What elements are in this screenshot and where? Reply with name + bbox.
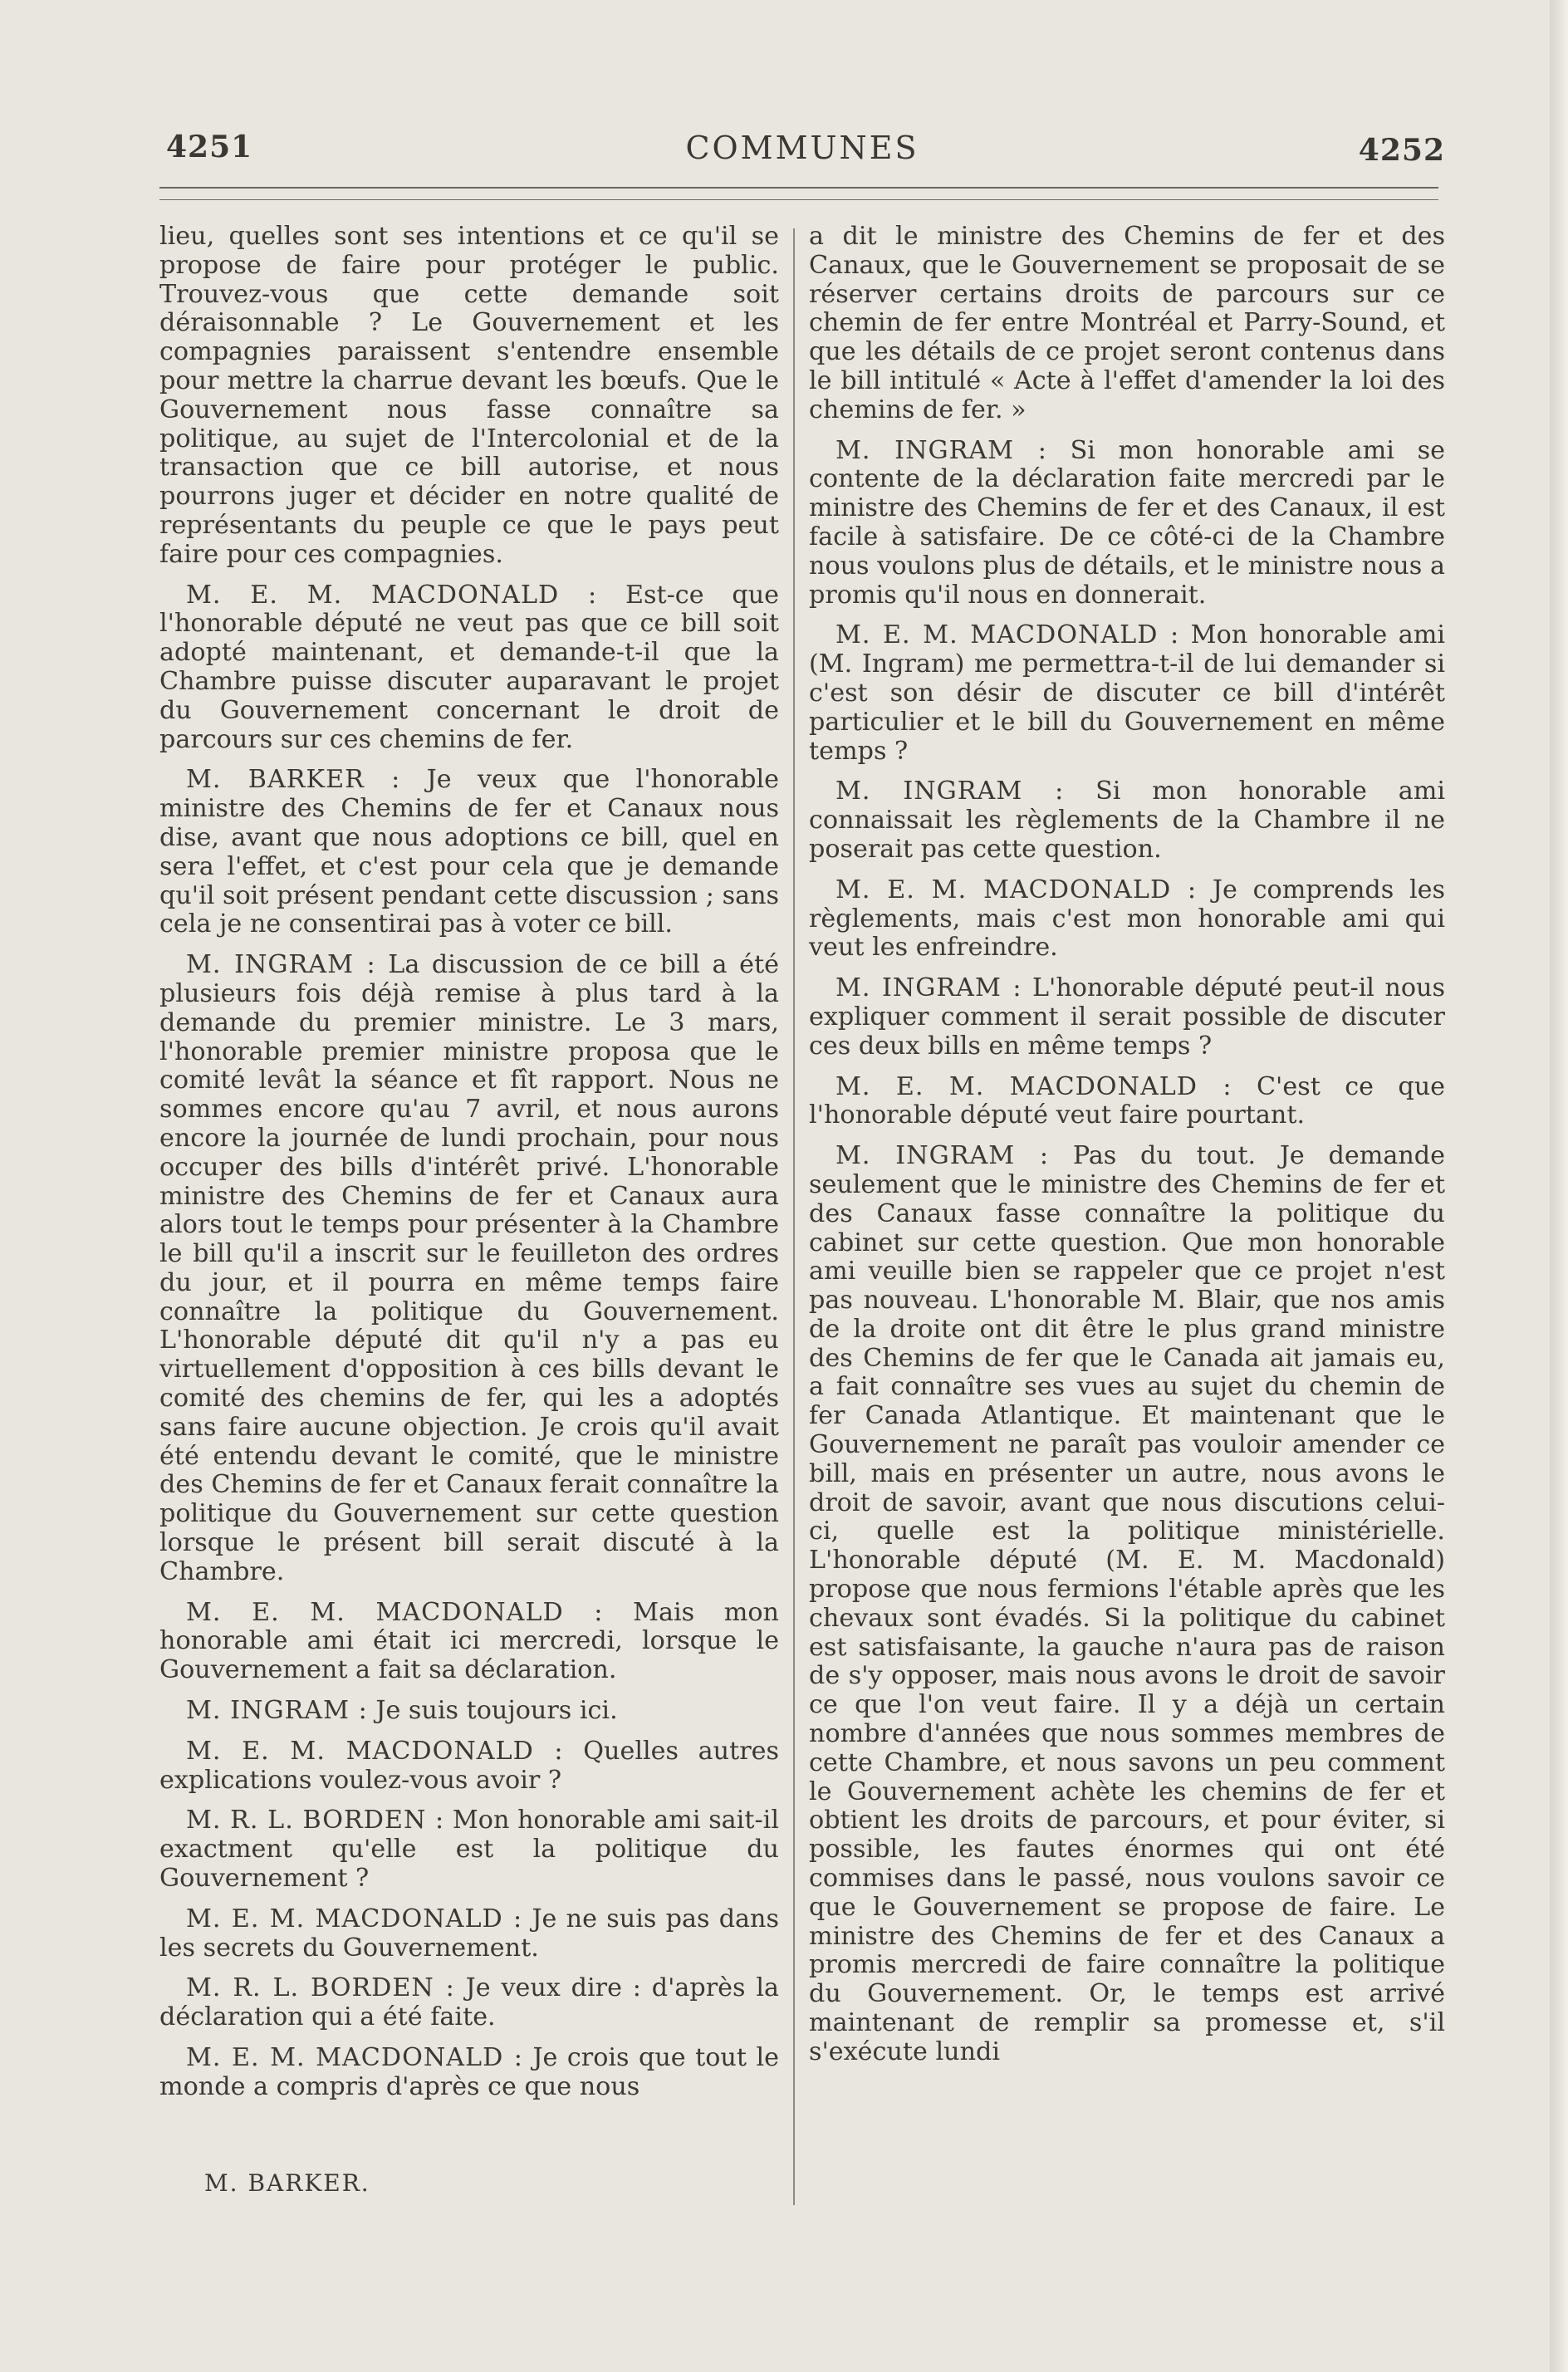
speech-paragraph bbox=[809, 1142, 1445, 2067]
speaker-name: M. INGRAM : bbox=[835, 435, 1047, 465]
right-column bbox=[809, 223, 1445, 2079]
speech-text: Si mon honorable ami se contente de la déclaration faite mercredi par le ministre des Chemins de fer et des Canaux, il est facile à satisfaire. De ce côté-ci de la Chambre nous voulons plus de détails, et le ministre nous a promis qu'il nous en donnerait. bbox=[809, 435, 1445, 610]
speaker-name: M. E. M. MACDONALD : bbox=[186, 1736, 564, 1766]
header-rule-thin bbox=[159, 199, 1438, 200]
speech-paragraph bbox=[159, 2044, 779, 2102]
speech-paragraph bbox=[809, 777, 1445, 864]
speaker-name: M. INGRAM : bbox=[186, 950, 376, 980]
speech-paragraph bbox=[159, 766, 779, 939]
speech-text: Je veux dire : d'après la déclaration qui a été faite. bbox=[159, 1973, 779, 2032]
speaker-name: M. R. L. BORDEN : bbox=[186, 1973, 455, 2003]
speech-text: Je comprends les règlements, mais c'est mon honorable ami qui veut les enfreindre. bbox=[809, 875, 1445, 963]
speech-text: Mais mon honorable ami était ici mercredi, lorsque le Gouvernement a fait sa déclaration. bbox=[159, 1597, 779, 1685]
speech-text: Je suis toujours ici. bbox=[375, 1696, 618, 1726]
speech-text: Mon honorable ami sait-il exactment qu'elle est la politique du Gouvernement ? bbox=[159, 1806, 779, 1894]
speech-paragraph bbox=[809, 974, 1445, 1061]
speaker-name: M. E. M. MACDONALD : bbox=[835, 875, 1198, 904]
page-header bbox=[159, 125, 1445, 174]
speaker-name: M. BARKER : bbox=[186, 765, 401, 795]
header-rule bbox=[159, 187, 1438, 189]
page-number-left: 4251 bbox=[166, 130, 253, 164]
speaker-name: M. E. M. MACDONALD : bbox=[186, 1597, 604, 1627]
page-edge-shadow bbox=[1550, 0, 1568, 2372]
speech-text: Est-ce que l'honorable député ne veut pas que ce bill soit adopté maintenant, et demande-t-il que la Chambre puisse discuter auparavant le projet du Gouvernement concernant le droit de parcours sur ces chemins de fer. bbox=[159, 580, 779, 754]
speech-text: Quelles autres explications voulez-vous avoir ? bbox=[159, 1736, 779, 1795]
speech-text: L'honorable député peut-il nous expliquer comment il serait possible de discuter ces deux bills en même temps ? bbox=[809, 973, 1445, 1061]
speech-text: Mon honorable ami (M. Ingram) me permettra-t-il de lui demander si c'est son désir de discuter ce bill d'intérêt particulier et le bill du Gouvernement en même temps ? bbox=[809, 620, 1446, 766]
speaker-name: M. E. M. MACDONALD : bbox=[186, 2043, 523, 2073]
speech-text: Si mon honorable ami connaissait les règlements de la Chambre il ne poserait pas cette question. bbox=[809, 777, 1445, 864]
speaker-name: M. INGRAM : bbox=[835, 777, 1065, 806]
speaker-name: M. E. M. MACDONALD : bbox=[186, 580, 598, 610]
speech-text: Je veux que l'honorable ministre des Chemins de fer et Canaux nous dise, avant que nous adoptions ce bill, quel en sera l'effet, et c'est pour cela que je demande qu'il soit présent pendant cette discussion ; sans cela je ne consentirai pas à voter ce bill. bbox=[159, 765, 779, 939]
speaker-name: M. E. M. MACDONALD : bbox=[186, 1904, 523, 1933]
speech-paragraph bbox=[159, 1905, 779, 1963]
speech-text: Pas du tout. Je demande seulement que le ministre des Chemins de fer et des Canaux fasse connaître la politique du cabinet sur cette question. Que mon honorable ami veuille bien se rappeler que ce projet n'est pas nouveau. L'honorable M. Blair, que nos amis de la droite ont dit être le plus grand ministre des Chemins de fer que le Canada ait jamais eu, a fait connaître ses vues au sujet du chemin de fer Canada Atlantique. Et maintenant que le Gouvernement ne paraît pas vouloir amender ce bill, mais en présenter un autre, nous avons le droit de savoir, avant que nous discutions celui-ci, quelle est la politique ministérielle. L'honorable député (M. E. M. Macdonald) propose que nous fermions l'étable après que les chevaux sont évadés. Si la politique du cabinet est satisfaisante, la gauche n'aura pas de raison de s'y opposer, mais nous avons le droit de savoir ce que l'on veut faire. Il y a déjà un certain nombre d'années que nous sommes membres de cette Chambre, et nous savons un peu comment le Gouvernement achète les chemins de fer et obtient les droits de parcours, et pour éviter, si possible, les fautes énormes qui ont été commises dans le passé, nous voulons savoir ce que le Gouvernement se propose de faire. Le ministre des Chemins de fer et des Canaux a promis mercredi de faire connaître la politique du Gouvernement. Or, le temps est arrivé maintenant de remplir sa promesse et, s'il s'exécute lundi bbox=[809, 1141, 1445, 2066]
speaker-name: M. E. M. MACDONALD : bbox=[835, 620, 1180, 650]
running-title: COMMUNES bbox=[685, 130, 919, 166]
speech-paragraph bbox=[809, 876, 1445, 963]
speech-text: a dit le ministre des Chemins de fer et des Canaux, que le Gouvernement se proposait de se réserver certains droits de parcours sur ce chemin de fer entre Montréal et Parry-Sound, et que les détails de ce projet seront contenus dans le bill intitulé « Acte à l'effet d'amender la loi des chemins de fer. » bbox=[809, 222, 1445, 424]
speech-text: C'est ce que l'honorable député veut faire pourtant. bbox=[809, 1071, 1445, 1130]
column-divider bbox=[793, 228, 795, 2205]
speaker-name: M. INGRAM : bbox=[186, 1696, 368, 1726]
left-column bbox=[159, 223, 779, 2114]
speech-text: Je ne suis pas dans les secrets du Gouvernement. bbox=[159, 1904, 779, 1963]
page-number-right: 4252 bbox=[1358, 133, 1445, 168]
speaker-name: M. INGRAM : bbox=[835, 1141, 1050, 1171]
speaker-name: M. INGRAM : bbox=[835, 973, 1022, 1003]
speech-paragraph bbox=[159, 1697, 779, 1726]
speech-paragraph bbox=[159, 1806, 779, 1893]
speech-paragraph bbox=[159, 223, 779, 570]
speech-paragraph bbox=[809, 223, 1445, 425]
running-speaker-name: M. BARKER. bbox=[204, 2169, 370, 2197]
speaker-name: M. E. M. MACDONALD : bbox=[835, 1071, 1232, 1101]
speech-paragraph bbox=[159, 1599, 779, 1685]
speech-paragraph bbox=[159, 1974, 779, 2032]
speech-paragraph bbox=[809, 437, 1445, 610]
speech-paragraph bbox=[159, 951, 779, 1587]
speech-text: lieu, quelles sont ses intentions et ce qu'il se propose de faire pour protéger le public. Trouvez-vous que cette demande soit déraisonnable ? Le Gouvernement et les compagnies paraissent s'entendre ensemble pour mettre la charrue devant les bœufs. Que le Gouvernement nous fasse connaître sa politique, au sujet de l'Intercolonial et de la transaction que ce bill autorise, et nous pourrons juger et décider en notre qualité de représentants du peuple ce que le pays peut faire pour ces compagnies. bbox=[159, 222, 779, 569]
speech-paragraph bbox=[159, 1737, 779, 1796]
speech-paragraph bbox=[809, 621, 1445, 766]
speech-text: Je crois que tout le monde a compris d'après ce que nous bbox=[159, 2043, 779, 2101]
speech-paragraph bbox=[809, 1073, 1445, 1131]
speech-paragraph bbox=[159, 581, 779, 755]
speech-text: La discussion de ce bill a été plusieurs fois déjà remise à plus tard à la demande du premier ministre. Le 3 mars, l'honorable premier ministre proposa que le comité levât la séance et fît rapport. Nous ne sommes encore qu'au 7 avril, et nous aurons encore la journée de lundi prochain, pour nous occuper des bills d'intérêt privé. L'honorable ministre des Chemins de fer et Canaux aura alors tout le temps pour présenter à la Chambre le bill qu'il a inscrit sur le feuilleton des ordres du jour, et il pourra en même temps faire connaître la politique du Gouvernement. L'honorable député dit qu'il n'y a pas eu virtuellement d'opposition à ces bills devant le comité des chemins de fer, qui les a adoptés sans faire aucune objection. Je crois qu'il avait été entendu devant le comité, que le ministre des Chemins de fer et Canaux ferait connaître la politique du Gouvernement sur cette question lorsque le présent bill serait discuté à la Chambre. bbox=[159, 950, 779, 1586]
speaker-name: M. R. L. BORDEN : bbox=[186, 1806, 445, 1835]
